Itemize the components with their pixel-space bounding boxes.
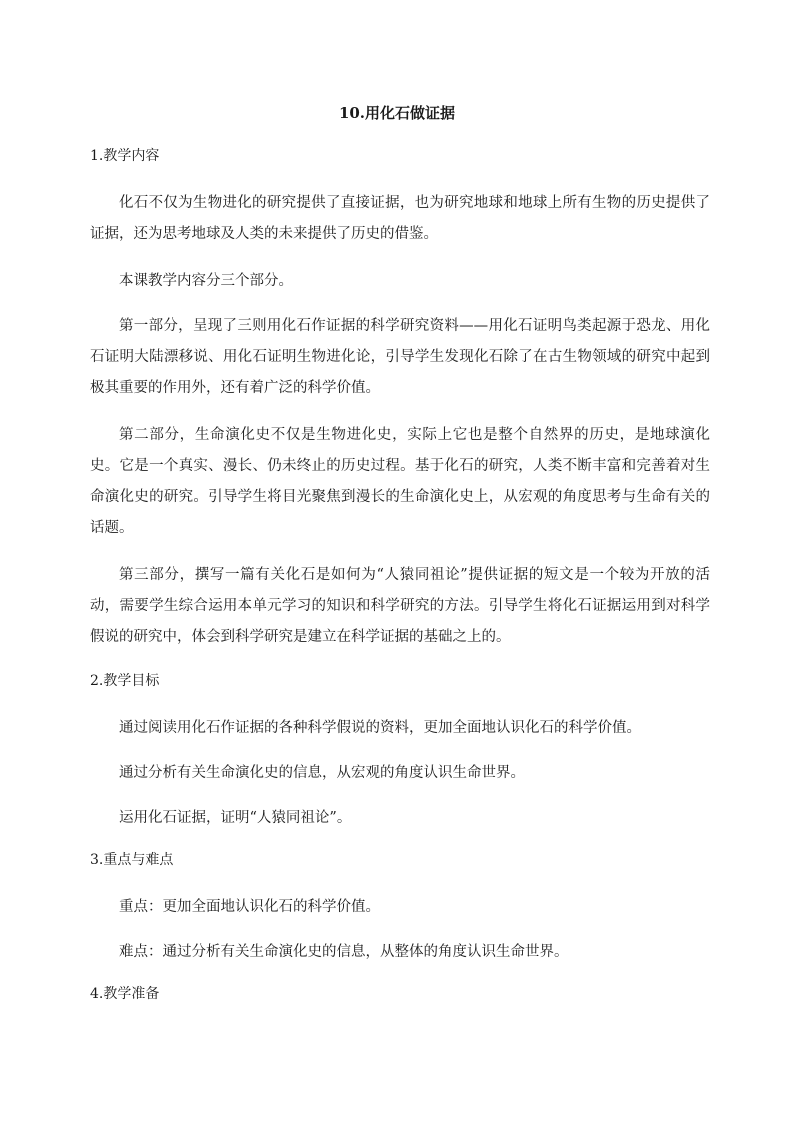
paragraph-three-parts: 本课教学内容分三个部分。 <box>119 273 293 289</box>
paragraph-goal-two: 通过分析有关生命演化史的信息，从宏观的角度认识生命世界。 <box>119 765 525 781</box>
paragraph-goal-one: 通过阅读用化石作证据的各种科学假说的资料，更加全面地认识化石的科学价值。 <box>119 720 641 736</box>
section-heading-preparation: 4.教学准备 <box>90 986 160 1002</box>
paragraph-intro: 化石不仅为生物进化的研究提供了直接证据，也为研究地球和地球上所有生物的历史提供了证据，还为思考地球及人类的未来提供了历史的借鉴。 <box>90 195 710 242</box>
section-heading-teaching-goals: 2.教学目标 <box>90 673 160 689</box>
paragraph-key-point: 重点：更加全面地认识化石的科学价值。 <box>119 899 380 915</box>
paragraph-part-two: 第二部分，生命演化史不仅是生物进化史，实际上它也是整个自然界的历史，是地球演化史。它是一个真实、漫长、仍未终止的历史过程。基于化石的研究，人类不断丰富和完善着对生命演化史的研究。引导学生将目光聚焦到漫长的生命演化史上，从宏观的角度思考与生命有关的话题。 <box>90 427 710 536</box>
paragraph-difficulty: 难点：通过分析有关生命演化史的信息，从整体的角度认识生命世界。 <box>119 944 569 960</box>
document-body <box>90 144 710 1026</box>
document-title: 10.用化石做证据 <box>338 104 456 122</box>
paragraph-part-one: 第一部分，呈现了三则用化石作证据的科学研究资料——用化石证明鸟类起源于恐龙、用化石证明大陆漂移说、用化石证明生物进化论，引导学生发现化石除了在古生物领域的研究中起到极其重要的作用外，还有着广泛的科学价值。 <box>90 318 710 396</box>
paragraph-goal-three: 运用化石证据，证明“人猿同祖论”。 <box>119 810 352 826</box>
paragraph-part-three: 第三部分，撰写一篇有关化石是如何为“人猿同祖论”提供证据的短文是一个较为开放的活动，需要学生综合运用本单元学习的知识和科学研究的方法。引导学生将化石证据运用到对科学假说的研究中，体会到科学研究是建立在科学证据的基础之上的。 <box>90 567 710 645</box>
section-heading-key-points: 3.重点与难点 <box>90 852 174 868</box>
section-heading-teaching-content: 1.教学内容 <box>90 148 160 164</box>
